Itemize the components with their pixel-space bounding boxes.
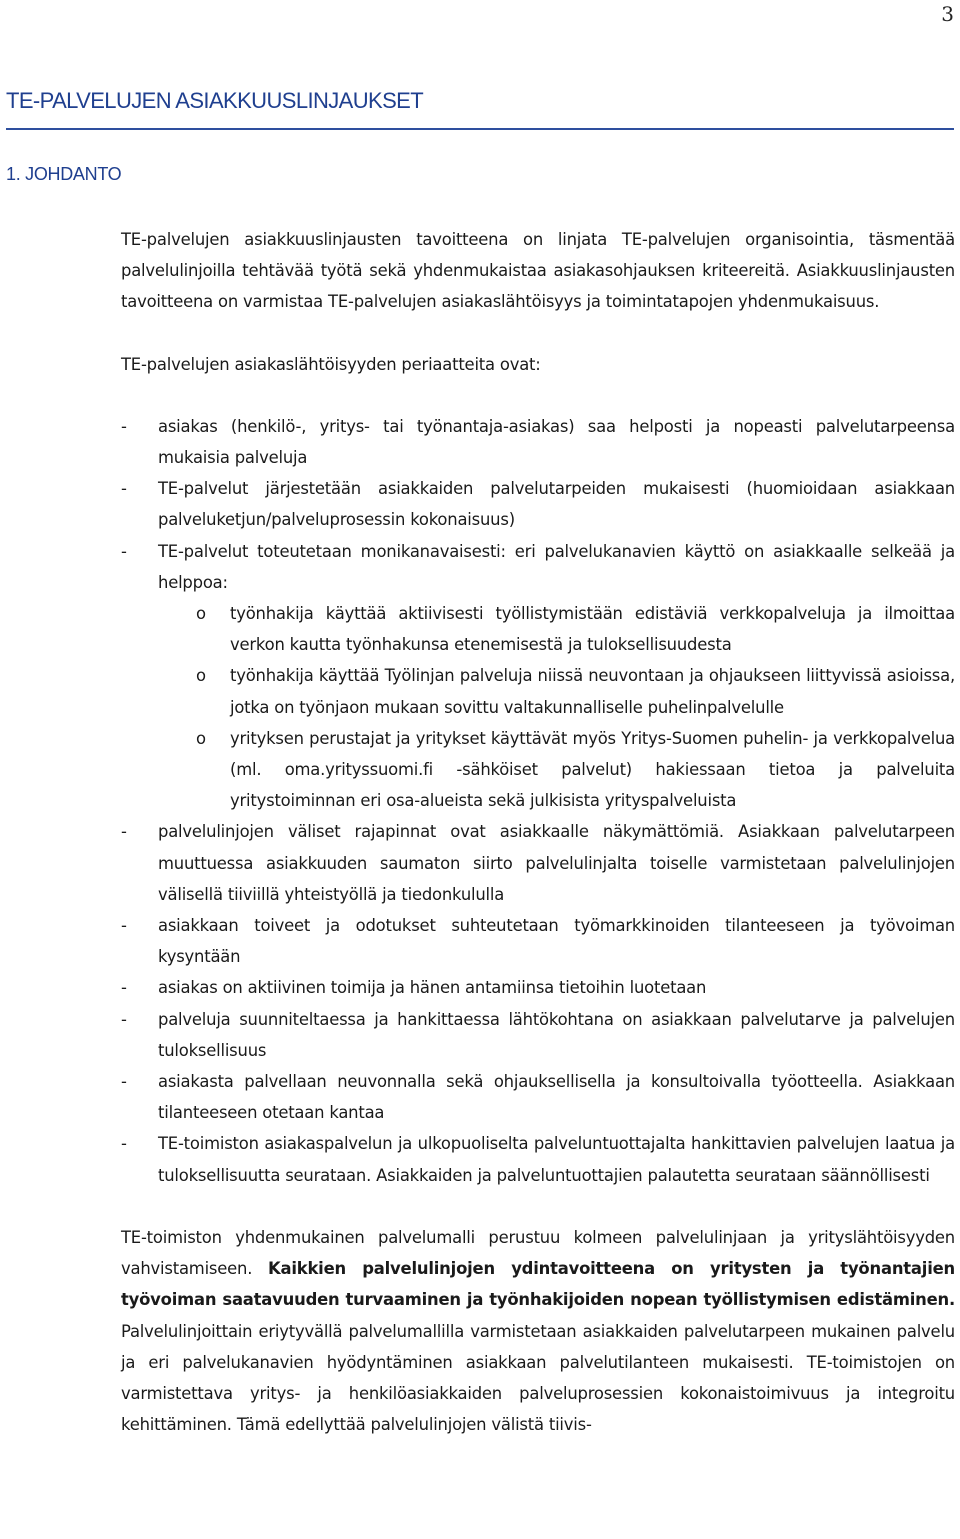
list-item bbox=[121, 1066, 955, 1128]
list-item bbox=[121, 910, 955, 972]
dash-marker: - bbox=[121, 978, 127, 998]
bullet-marker: o bbox=[196, 728, 206, 748]
list-item-text: TE-palvelut järjestetään asiakkaiden palvelutarpeiden mukaisesti (huomioidaan asiakkaan palveluketjun/palveluprosessin kokonaisuus) bbox=[158, 479, 955, 530]
channel-examples-list bbox=[158, 598, 955, 816]
list-item bbox=[121, 972, 955, 1003]
title-underline bbox=[6, 128, 954, 130]
dash-marker: - bbox=[121, 479, 127, 499]
list-item-text: asiakas (henkilö-, yritys- tai työnantaja-asiakas) saa helposti ja nopeasti palvelutarpeensa mukaisia palveluja bbox=[158, 416, 955, 468]
dash-marker: - bbox=[121, 416, 127, 436]
closing-paragraph bbox=[121, 1222, 955, 1440]
list-item-text: asiakkaan toiveet ja odotukset suhteutetaan työmarkkinoiden tilanteeseen ja työvoiman kysyntään bbox=[158, 916, 955, 967]
sub-list-item-text: työnhakija käyttää aktiivisesti työllistymistään edistäviä verkkopalveluja ja ilmoittaa verkon kautta työnhakunsa etenemisestä ja tuloksellisuudesta bbox=[230, 604, 955, 655]
dash-marker: - bbox=[121, 822, 127, 842]
sub-list-item bbox=[158, 598, 955, 660]
sub-list-item-text: yrityksen perustajat ja yritykset käyttävät myös Yritys-Suomen puhelin- ja verkkopalvelua (ml. oma.yrityssuomi.fi -sähköiset palvelut) hakiessaan tietoa ja palveluita yritystoiminnan eri osa-alueista sekä julkisista yrityspalveluista bbox=[230, 728, 955, 811]
document-body bbox=[121, 224, 955, 1440]
dash-marker: - bbox=[121, 1009, 127, 1029]
closing-text-part1: TE-toimiston yhdenmukainen palvelumalli perustuu kolmeen palvelulinjaan ja yrityslähtöisyyden vahvistamiseen. bbox=[121, 1227, 955, 1279]
sub-list-item bbox=[158, 660, 955, 722]
dash-marker: - bbox=[121, 916, 127, 936]
list-item bbox=[121, 1128, 955, 1190]
list-item bbox=[121, 536, 955, 817]
sub-list-item-text: työnhakija käyttää Työlinjan palveluja niissä neuvontaan ja ohjaukseen liittyvissä asioissa, jotka on työnjaon mukaan sovittu valtakunnalliselle puhelinpalvelulle bbox=[230, 666, 955, 717]
principles-intro: TE-palvelujen asiakaslähtöisyyden periaatteita ovat: bbox=[121, 354, 541, 374]
list-item-text: TE-palvelut toteutetaan monikanavaisesti: eri palvelukanavien käyttö on asiakkaalle selkeää ja helppoa: bbox=[158, 541, 955, 592]
dash-marker: - bbox=[121, 1072, 127, 1092]
dash-marker: - bbox=[121, 541, 127, 561]
list-item-text: palvelulinjojen väliset rajapinnat ovat asiakkaalle näkymättömiä. Asiakkaan palvelutarpeen muuttuessa asiakkuuden saumaton siirto palvelulinjalta toiselle varmistetaan palvelulinjojen välisellä tiiviillä yhteistyöllä ja tiedonkululla bbox=[158, 822, 955, 904]
closing-text-part2: Palvelulinjoittain eriytyvällä palvelumallilla varmistetaan asiakkaiden palvelutarpeen mukainen palvelu ja eri palvelukanavien hyödyntäminen asiakkaan palvelutilanteen mukaisesti. TE-toimistojen on varmistettava yritys- ja henkilöasiakkaiden palveluprosessien kokonaistoimivuus ja integroitu kehittäminen. Tämä edellyttää palvelulinjojen välistä tiivis- bbox=[121, 1321, 955, 1435]
intro-paragraph: TE-palvelujen asiakkuuslinjausten tavoitteena on linjata TE-palvelujen organisointia, täsmentää palvelulinjoilla tehtävää työtä sekä yhdenmukaistaa asiakasohjauksen kriteereitä. Asiakkuuslinjausten tavoitteena on varmistaa TE-palvelujen asiakaslähtöisyys ja toimintatapojen yhdenmukaisuus. bbox=[121, 230, 955, 312]
closing-text-bold: Kaikkien palvelulinjojen ydintavoitteena on yritysten ja työnantajien työvoiman saatavuuden turvaaminen ja työnhakijoiden nopean työllistymisen edistäminen. bbox=[121, 1259, 956, 1310]
bullet-marker: o bbox=[196, 666, 206, 686]
document-title: TE-PALVELUJEN ASIAKKUUSLINJAUKSET bbox=[6, 88, 424, 113]
bullet-marker: o bbox=[196, 604, 206, 624]
page-number: 3 bbox=[941, 2, 954, 26]
list-item bbox=[121, 1004, 955, 1066]
list-item-text: asiakas on aktiivinen toimija ja hänen antamiinsa tietoihin luotetaan bbox=[158, 978, 707, 998]
list-item bbox=[121, 411, 955, 473]
list-item bbox=[121, 473, 955, 535]
list-item-text: TE-toimiston asiakaspalvelun ja ulkopuoliselta palveluntuottajalta hankittavien palvelujen laatua ja tuloksellisuutta seurataan. Asiakkaiden ja palveluntuottajien palautetta seurataan säännöllisesti bbox=[158, 1134, 955, 1185]
principles-list bbox=[121, 411, 955, 1191]
list-item-text: palveluja suunniteltaessa ja hankittaessa lähtökohtana on asiakkaan palvelutarve ja palvelujen tuloksellisuus bbox=[158, 1009, 955, 1060]
section-heading: 1. JOHDANTO bbox=[6, 164, 122, 184]
sub-list-item bbox=[158, 723, 955, 817]
dash-marker: - bbox=[121, 1134, 127, 1154]
list-item bbox=[121, 816, 955, 910]
list-item-text: asiakasta palvellaan neuvonnalla sekä ohjauksellisella ja konsultoivalla työotteella. Asiakkaan tilanteeseen otetaan kantaa bbox=[158, 1072, 955, 1123]
